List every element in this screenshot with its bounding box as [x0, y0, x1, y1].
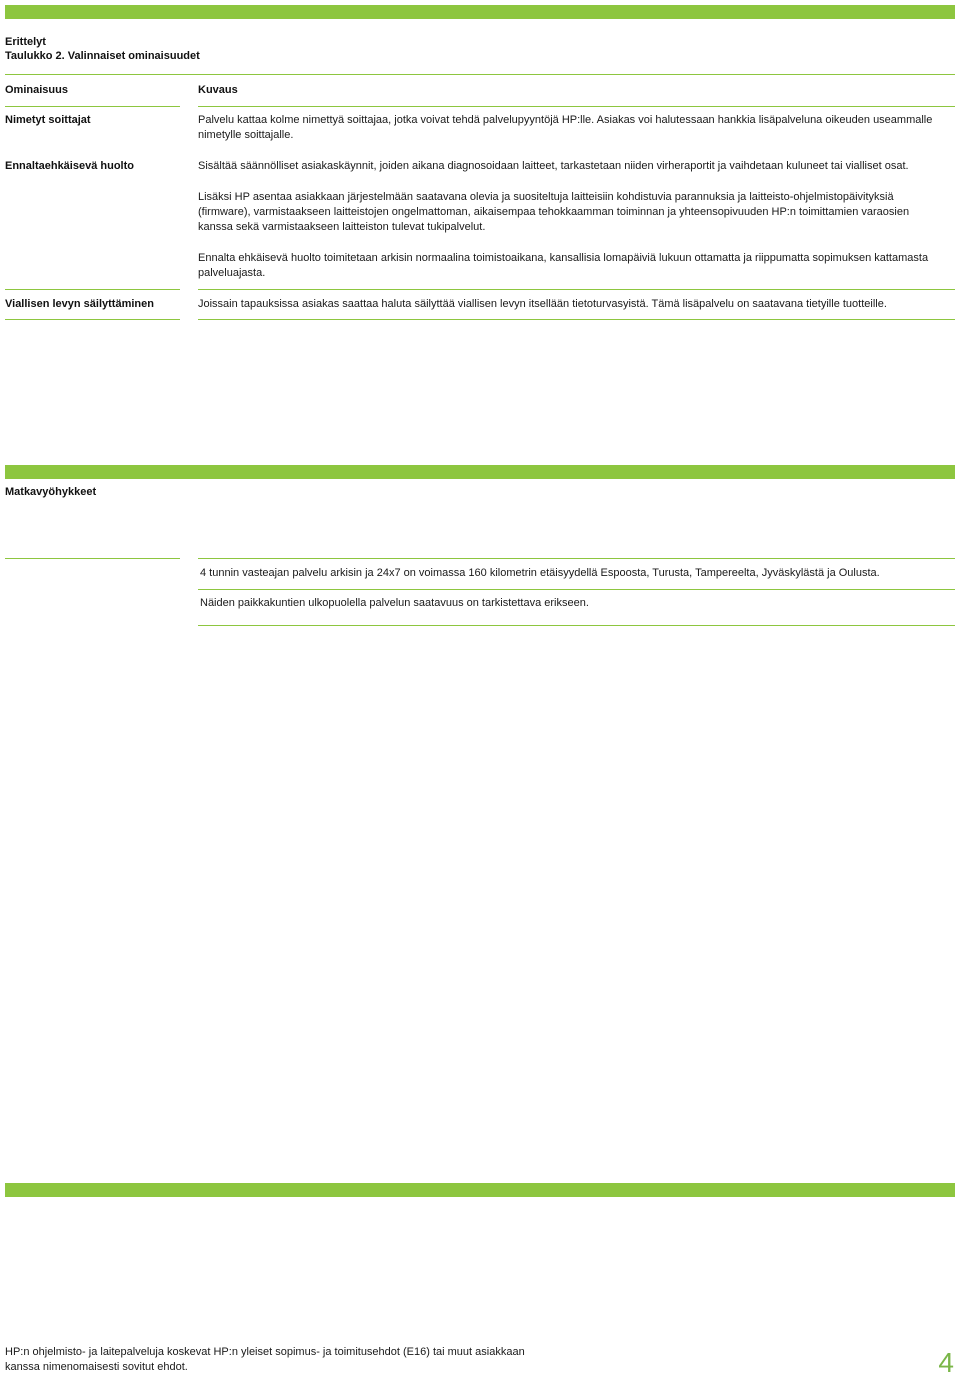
table-top-rule — [5, 74, 955, 75]
bottom-accent-bar — [5, 1183, 955, 1197]
description-named-callers: Palvelu kattaa kolme nimettyä soittajaa, jotka voivat tehdä palvelupyyntöjä HP:lle. Asiakas voi halutessaan hankkia lisäpalveluna oikeuden useammalle nimetylle soittajalle. — [198, 114, 933, 141]
table-bottom-rule-left — [5, 319, 180, 320]
footer-terms-line1: HP:n ohjelmisto- ja laitepalveluja koskevat HP:n yleiset sopimus- ja toimitusehdot (E16) tai muut asiakkaan — [5, 1346, 525, 1358]
row-rule-left — [5, 289, 180, 290]
travel-zones-title: Matkavyöhykkeet — [5, 486, 97, 498]
row-rule-right — [198, 289, 955, 290]
travel-rule-right — [198, 558, 955, 559]
feature-preventive-maintenance: Ennaltaehkäisevä huolto — [5, 160, 134, 172]
description-preventive-p3: Ennalta ehkäisevä huolto toimitetaan arkisin normaalina toimistoaikana, kansallisia lomapäiviä lukuun ottamatta ja riippumatta sopimuksen kattamasta palveluajasta. — [198, 252, 929, 279]
footer-terms-line2: kanssa nimenomaisesti sovitut ehdot. — [5, 1361, 188, 1373]
header-rule-right — [198, 106, 955, 107]
column-header-description: Kuvaus — [198, 84, 238, 96]
page-number: 4 — [938, 1347, 954, 1378]
feature-named-callers: Nimetyt soittajat — [5, 114, 91, 126]
description-defective-media-retention: Joissain tapauksissa asiakas saattaa haluta säilyttää viallisen levyn itsellään tietoturvasyistä. Tämä lisäpalvelu on saatavana tietyille tuotteille. — [198, 298, 887, 310]
description-preventive-p2: Lisäksi HP asentaa asiakkaan järjestelmään saatavana olevia ja suositeltuja laitteisiin kohdistuvia parannuksia ja laitteisto-ohjelmistopäivityksiä (firmware), varmistaakseen laitteistojen ongelmattoman, aikaisempaa tehokkaamman toiminnan ja yhteensopivuuden HP:n toimittamien varaosien kanssa sekä varmistaakseen laitteiston tulevat tukipalvelut. — [198, 191, 910, 233]
travel-zones-line1: 4 tunnin vasteajan palvelu arkisin ja 24x7 on voimassa 160 kilometrin etäisyydellä Espoosta, Turusta, Tampereelta, Jyväskylästä ja Oulusta. — [200, 567, 880, 579]
table-bottom-rule-right — [198, 319, 955, 320]
travel-bottom-rule — [198, 625, 955, 626]
top-accent-bar — [5, 5, 955, 19]
feature-defective-media-retention: Viallisen levyn säilyttäminen — [5, 298, 154, 310]
travel-zones-line2: Näiden paikkakuntien ulkopuolella palvelun saatavuus on tarkistettava erikseen. — [200, 597, 589, 609]
travel-mid-rule — [198, 589, 955, 590]
table-caption: Taulukko 2. Valinnaiset ominaisuudet — [5, 50, 200, 62]
travel-rule-left — [5, 558, 180, 559]
column-header-feature: Ominaisuus — [5, 84, 68, 96]
description-preventive-p1: Sisältää säännölliset asiakaskäynnit, joiden aikana diagnosoidaan laitteet, tarkastetaan niiden virheraportit ja vaihdetaan kuluneet tai vialliset osat. — [198, 160, 909, 172]
page-title: Erittelyt — [5, 36, 46, 48]
header-rule-left — [5, 106, 180, 107]
travel-zones-bar — [5, 465, 955, 479]
